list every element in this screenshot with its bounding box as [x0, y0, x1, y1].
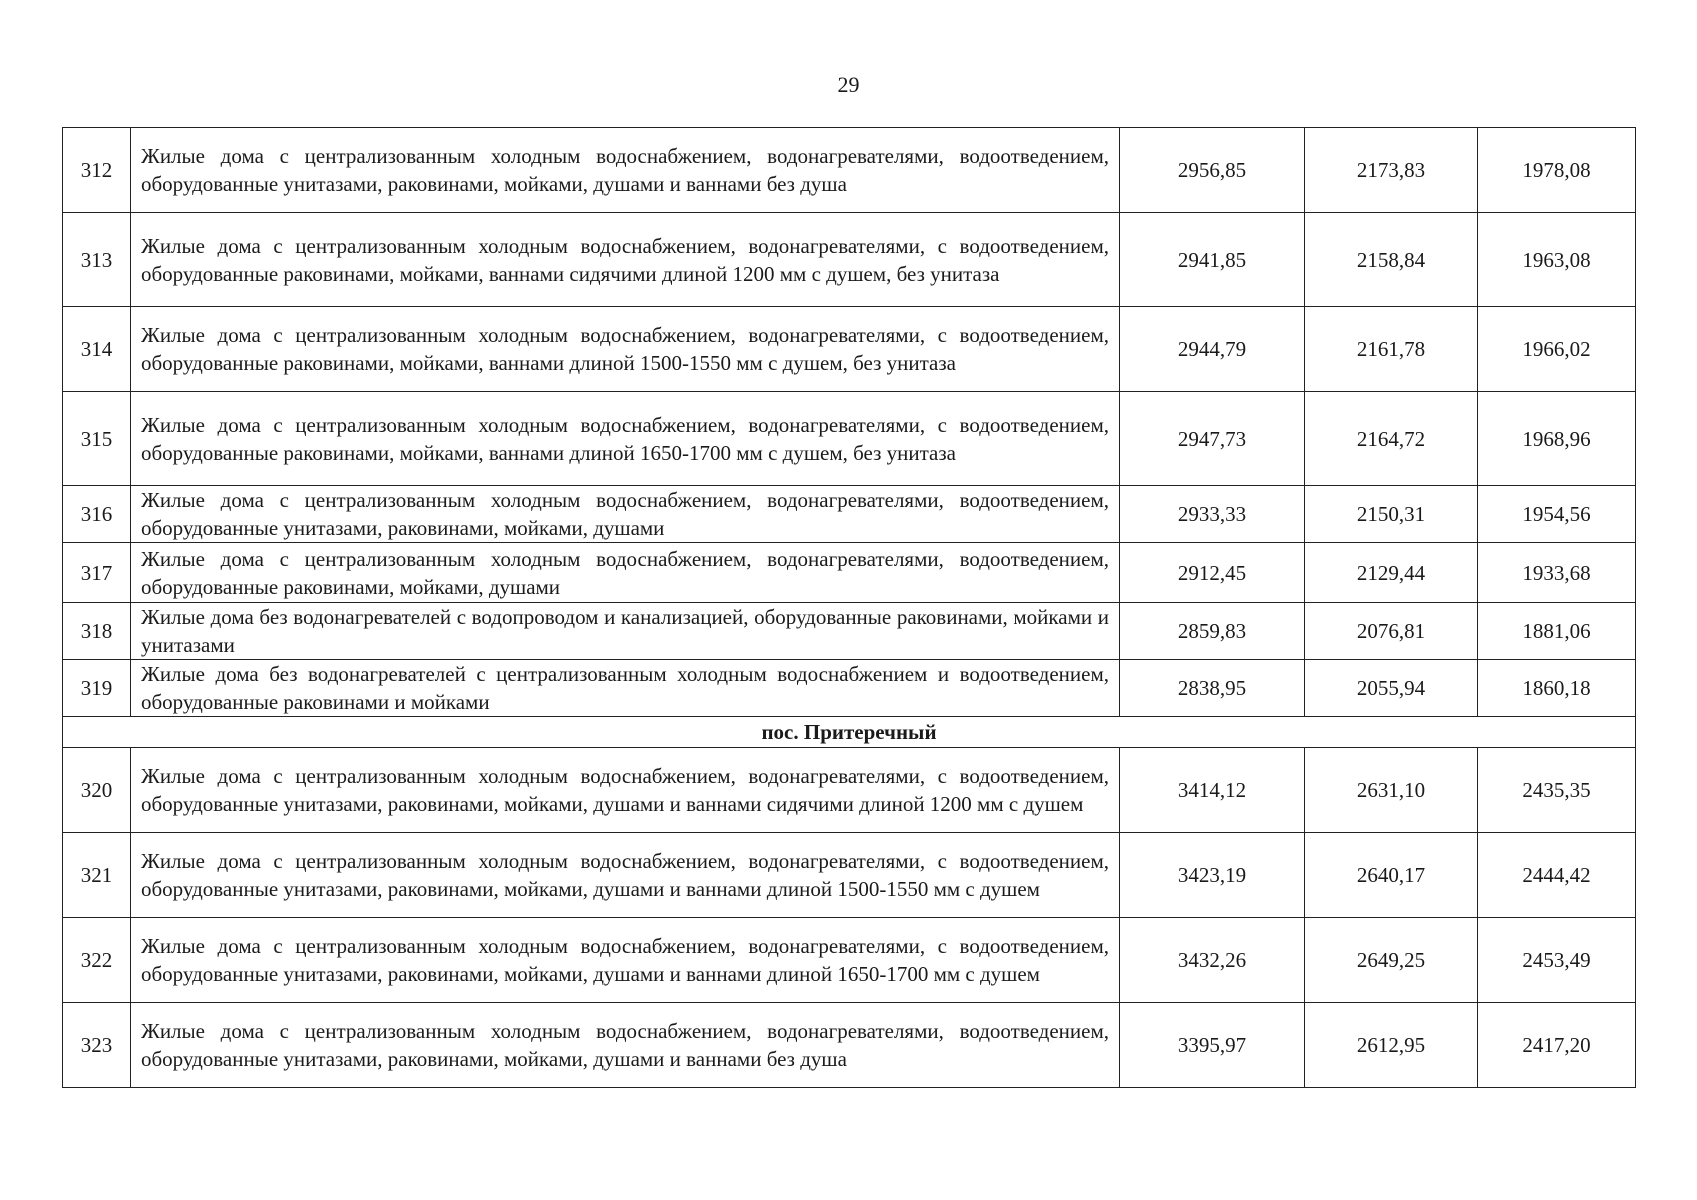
- row-value-3: 1881,06: [1478, 603, 1636, 660]
- row-value-3: 1963,08: [1478, 213, 1636, 307]
- row-value-1: 3423,19: [1120, 833, 1305, 918]
- row-value-3: 1860,18: [1478, 660, 1636, 717]
- row-value-2: 2631,10: [1305, 748, 1478, 833]
- section-title: пос. Притеречный: [63, 717, 1636, 748]
- row-value-1: 2912,45: [1120, 543, 1305, 603]
- table-row: [63, 918, 1636, 1003]
- section-header-row: [63, 717, 1636, 748]
- row-description: Жилые дома с централизованным холодным водоснабжением, водонагревателями, с водоотведением, оборудованные раковинами, мойками, ваннами сидячими длиной 1200 мм с душем, без унитаза: [131, 213, 1120, 307]
- row-value-2: 2173,83: [1305, 128, 1478, 213]
- row-value-3: 1966,02: [1478, 307, 1636, 392]
- row-value-3: 1954,56: [1478, 486, 1636, 543]
- row-value-1: 2947,73: [1120, 392, 1305, 486]
- row-description: Жилые дома с централизованным холодным водоснабжением, водонагревателями, водоотведением, оборудованные унитазами, раковинами, мойками, душами: [131, 486, 1120, 543]
- tariff-table: [62, 127, 1636, 1088]
- row-description: Жилые дома с централизованным холодным водоснабжением, водонагревателями, с водоотведением, оборудованные раковинами, мойками, ваннами длиной 1650-1700 мм с душем, без унитаза: [131, 392, 1120, 486]
- row-description: Жилые дома с централизованным холодным водоснабжением, водонагревателями, с водоотведением, оборудованные унитазами, раковинами, мойками, душами и ваннами длиной 1500-1550 мм с душем: [131, 833, 1120, 918]
- table-row: [63, 660, 1636, 717]
- row-description: Жилые дома с централизованным холодным водоснабжением, водонагревателями, с водоотведением, оборудованные унитазами, раковинами, мойками, душами и ваннами длиной 1650-1700 мм с душем: [131, 918, 1120, 1003]
- row-value-2: 2129,44: [1305, 543, 1478, 603]
- row-value-2: 2612,95: [1305, 1003, 1478, 1088]
- row-value-2: 2164,72: [1305, 392, 1478, 486]
- row-value-1: 2859,83: [1120, 603, 1305, 660]
- table-row: [63, 1003, 1636, 1088]
- table-row: [63, 748, 1636, 833]
- row-value-2: 2649,25: [1305, 918, 1478, 1003]
- row-value-1: 3432,26: [1120, 918, 1305, 1003]
- row-value-2: 2076,81: [1305, 603, 1478, 660]
- row-value-1: 3395,97: [1120, 1003, 1305, 1088]
- row-number: 317: [63, 543, 131, 603]
- table-row: [63, 213, 1636, 307]
- row-value-3: 1968,96: [1478, 392, 1636, 486]
- row-value-1: 2941,85: [1120, 213, 1305, 307]
- row-value-2: 2055,94: [1305, 660, 1478, 717]
- table-row: [63, 833, 1636, 918]
- table-row: [63, 486, 1636, 543]
- table-row: [63, 603, 1636, 660]
- row-description: Жилые дома с централизованным холодным водоснабжением, водонагревателями, с водоотведением, оборудованные раковинами, мойками, ваннами длиной 1500-1550 мм с душем, без унитаза: [131, 307, 1120, 392]
- row-value-3: 2435,35: [1478, 748, 1636, 833]
- row-number: 314: [63, 307, 131, 392]
- row-value-2: 2158,84: [1305, 213, 1478, 307]
- row-value-1: 2838,95: [1120, 660, 1305, 717]
- table-row: [63, 392, 1636, 486]
- row-value-2: 2161,78: [1305, 307, 1478, 392]
- row-number: 312: [63, 128, 131, 213]
- row-value-1: 3414,12: [1120, 748, 1305, 833]
- row-value-3: 2417,20: [1478, 1003, 1636, 1088]
- row-description: Жилые дома без водонагревателей с централизованным холодным водоснабжением и водоотведением, оборудованные раковинами и мойками: [131, 660, 1120, 717]
- row-value-2: 2150,31: [1305, 486, 1478, 543]
- row-value-3: 2453,49: [1478, 918, 1636, 1003]
- row-value-3: 2444,42: [1478, 833, 1636, 918]
- row-number: 315: [63, 392, 131, 486]
- row-value-1: 2933,33: [1120, 486, 1305, 543]
- row-number: 316: [63, 486, 131, 543]
- row-value-1: 2956,85: [1120, 128, 1305, 213]
- row-value-3: 1978,08: [1478, 128, 1636, 213]
- row-value-1: 2944,79: [1120, 307, 1305, 392]
- row-number: 321: [63, 833, 131, 918]
- row-number: 320: [63, 748, 131, 833]
- row-number: 318: [63, 603, 131, 660]
- row-value-3: 1933,68: [1478, 543, 1636, 603]
- table-row: [63, 307, 1636, 392]
- row-description: Жилые дома с централизованным холодным водоснабжением, водонагревателями, водоотведением, оборудованные унитазами, раковинами, мойками, душами и ваннами без душа: [131, 1003, 1120, 1088]
- table-row: [63, 128, 1636, 213]
- row-number: 323: [63, 1003, 131, 1088]
- row-description: Жилые дома с централизованным холодным водоснабжением, водонагревателями, водоотведением, оборудованные унитазами, раковинами, мойками, душами и ваннами без душа: [131, 128, 1120, 213]
- row-number: 313: [63, 213, 131, 307]
- row-description: Жилые дома без водонагревателей с водопроводом и канализацией, оборудованные раковинами, мойками и унитазами: [131, 603, 1120, 660]
- row-description: Жилые дома с централизованным холодным водоснабжением, водонагревателями, с водоотведением, оборудованные унитазами, раковинами, мойками, душами и ваннами сидячими длиной 1200 мм с душем: [131, 748, 1120, 833]
- row-number: 319: [63, 660, 131, 717]
- table-body: [63, 128, 1636, 1088]
- table-row: [63, 543, 1636, 603]
- row-description: Жилые дома с централизованным холодным водоснабжением, водонагревателями, водоотведением, оборудованные раковинами, мойками, душами: [131, 543, 1120, 603]
- row-number: 322: [63, 918, 131, 1003]
- page-number: 29: [837, 72, 860, 97]
- row-value-2: 2640,17: [1305, 833, 1478, 918]
